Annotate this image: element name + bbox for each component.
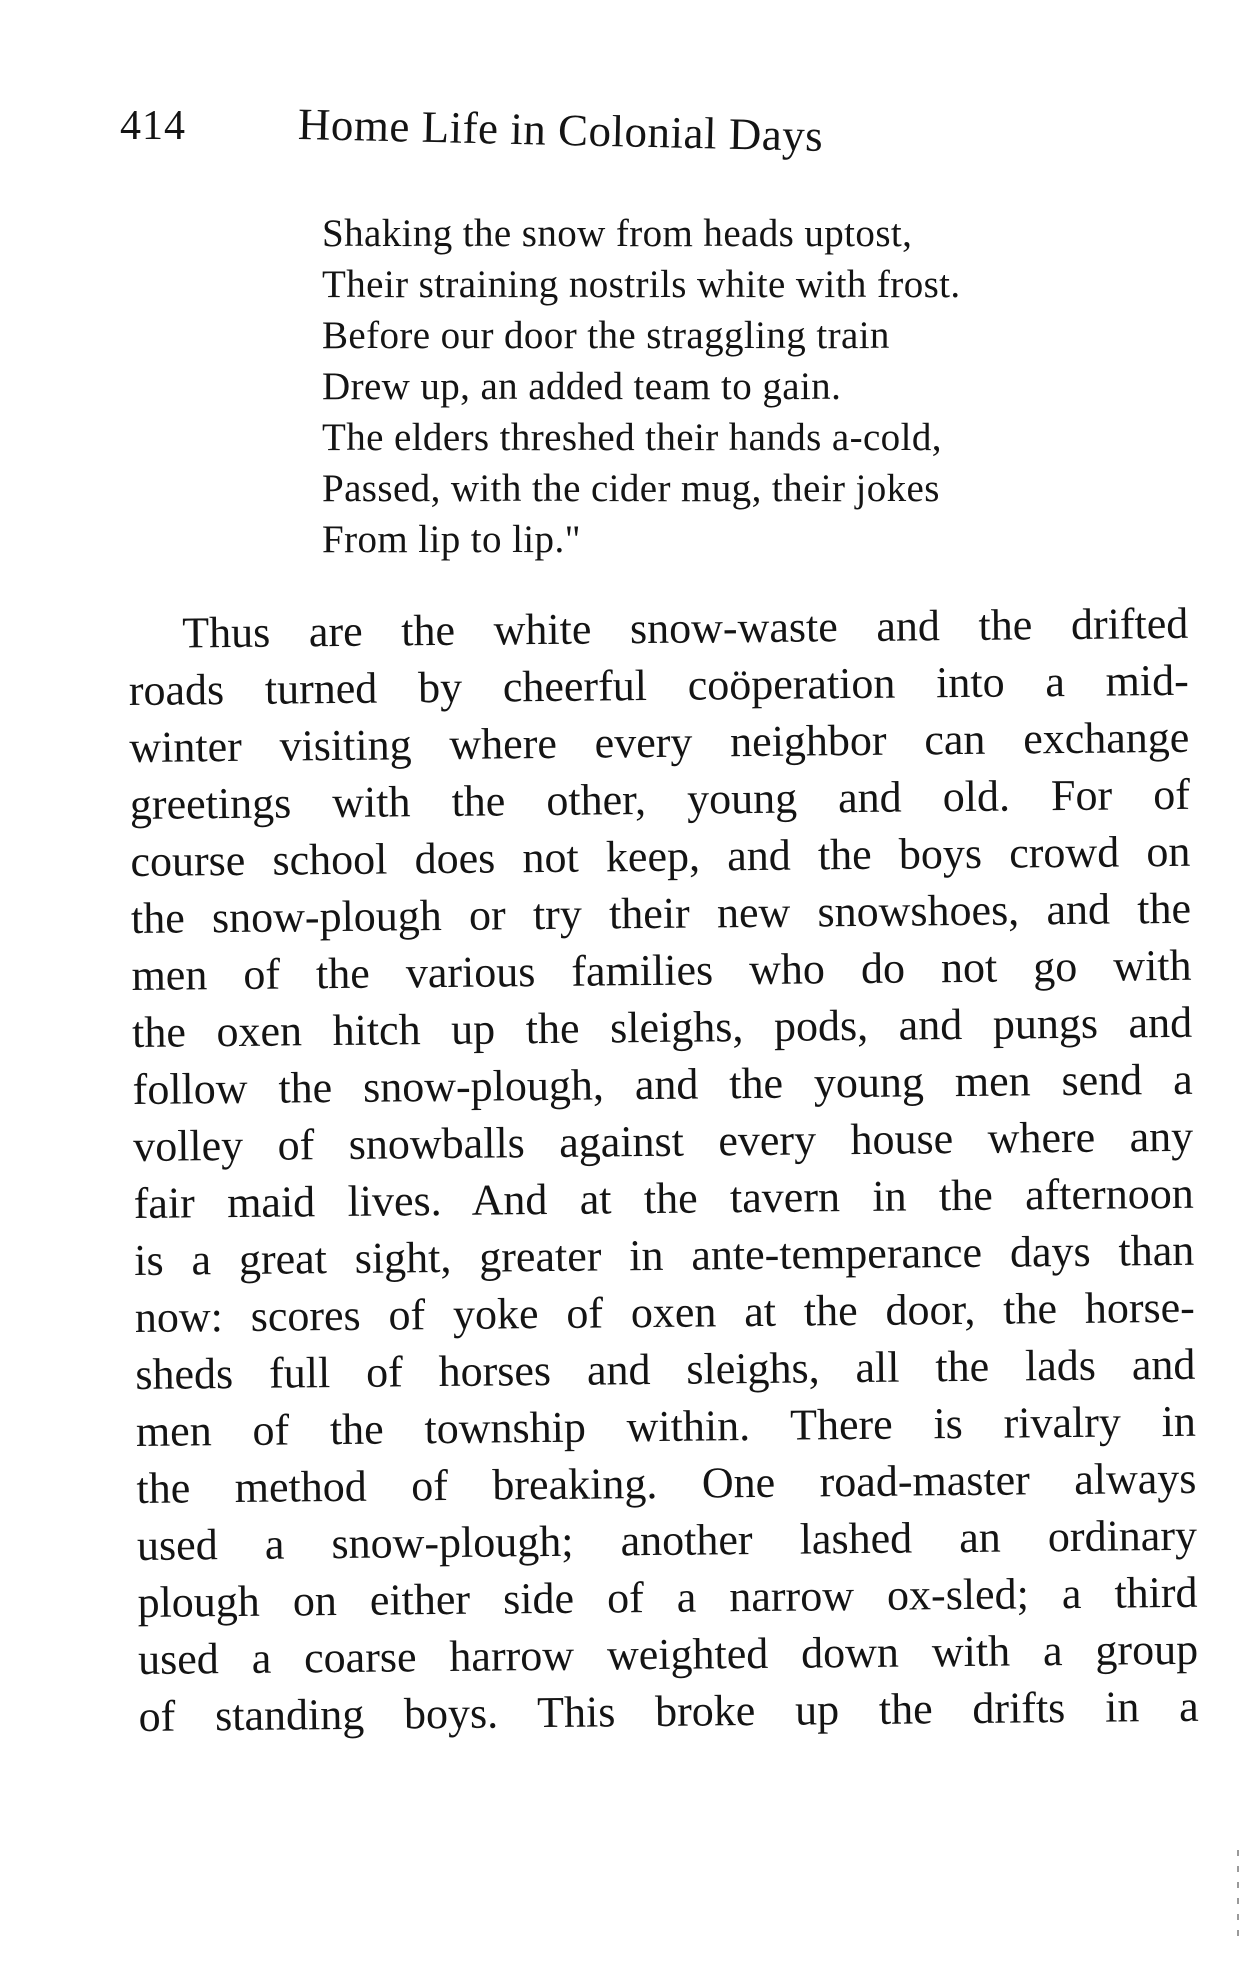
body-paragraph <box>128 595 1199 1745</box>
scan-mark <box>1237 1866 1239 1872</box>
poem-line: Their straining nostrils white with frost. <box>322 263 961 306</box>
paragraph-line: greetings with the other, young and old. For of <box>129 769 1191 829</box>
paragraph-line: course school does not keep, and the boys crowd on <box>130 826 1191 886</box>
poem-line: Shaking the snow from heads uptost, <box>322 212 913 255</box>
paragraph-line: men of the various families who do not go with <box>131 940 1192 1000</box>
running-head <box>120 92 1020 172</box>
poem-line: The elders threshed their hands a-cold, <box>322 416 942 459</box>
paragraph-line: roads turned by cheerful coöperation into a mid- <box>128 655 1190 715</box>
paragraph-line: winter visiting where every neighbor can exchange <box>129 712 1190 772</box>
scan-mark <box>1237 1882 1239 1888</box>
scan-mark <box>1237 1898 1239 1904</box>
poem-quotation <box>322 208 1122 565</box>
paragraph-line: of standing boys. This broke up the drifts in a <box>138 1681 1199 1741</box>
paragraph-line: the oxen hitch up the sleighs, pods, and pungs and <box>131 997 1193 1057</box>
paragraph-line: the snow-plough or try their new snowshoes, and the <box>130 883 1192 943</box>
paragraph-line: men of the township within. There is rivalry in <box>135 1396 1197 1456</box>
paragraph-line: plough on either side of a narrow ox-sled; a third <box>137 1567 1198 1627</box>
scan-mark <box>1237 1930 1239 1936</box>
scan-mark <box>1237 1914 1239 1920</box>
poem-line: Drew up, an added team to gain. <box>322 365 842 408</box>
scan-margin-marks <box>1235 1840 1241 1960</box>
paragraph-line: used a snow-plough; another lashed an ordinary <box>136 1510 1198 1570</box>
book-title: Home Life in Colonial Days <box>297 99 824 161</box>
paragraph-line: now: scores of yoke of oxen at the door, the horse- <box>134 1282 1196 1342</box>
scan-mark <box>1237 1850 1239 1856</box>
paragraph-line: the method of breaking. One road-master always <box>136 1453 1197 1513</box>
paragraph-line: follow the snow-plough, and the young men send a <box>132 1054 1193 1114</box>
paragraph-line: used a coarse harrow weighted down with a group <box>137 1624 1199 1684</box>
paragraph-line: Thus are the white snow-waste and the drifted <box>182 598 1189 658</box>
page-number: 414 <box>120 103 186 149</box>
poem-line: From lip to lip." <box>322 518 581 561</box>
paragraph-line: fair maid lives. And at the tavern in the afternoon <box>133 1168 1194 1228</box>
paragraph-line: volley of snowballs against every house where any <box>132 1111 1194 1171</box>
paragraph-line: sheds full of horses and sleighs, all the lads and <box>135 1339 1196 1399</box>
poem-line: Before our door the straggling train <box>322 314 890 357</box>
paragraph-line: is a great sight, greater in ante-temperance days than <box>134 1225 1195 1285</box>
poem-line: Passed, with the cider mug, their jokes <box>322 467 940 510</box>
